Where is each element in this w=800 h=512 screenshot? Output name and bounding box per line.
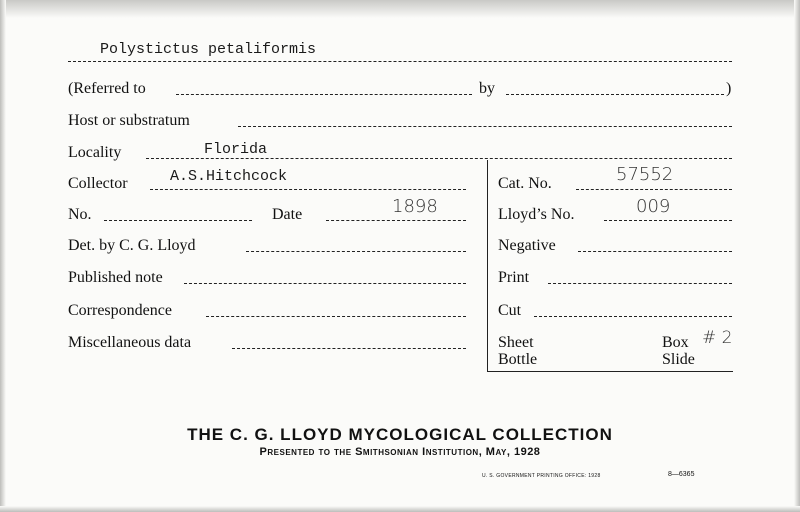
print-line bbox=[548, 283, 732, 284]
date-label: Date bbox=[272, 206, 303, 223]
correspondence-line bbox=[206, 316, 466, 317]
scan-edge-top bbox=[0, 0, 800, 18]
by-line bbox=[506, 94, 724, 95]
locality-line bbox=[146, 158, 732, 159]
box-bottom-border bbox=[487, 371, 733, 372]
close-paren: ) bbox=[726, 80, 732, 97]
collector-value: A.S.Hitchcock bbox=[170, 168, 288, 185]
no-label: No. bbox=[68, 206, 92, 223]
cat-no-value: 57552 bbox=[616, 164, 674, 185]
referred-to-line bbox=[176, 94, 472, 95]
published-label: Published note bbox=[68, 269, 163, 286]
date-line bbox=[326, 220, 466, 221]
host-line bbox=[238, 126, 732, 127]
locality-value: Florida bbox=[204, 141, 268, 158]
det-line bbox=[246, 251, 466, 252]
collector-line bbox=[150, 189, 466, 190]
box-label: Box bbox=[662, 334, 689, 351]
negative-line bbox=[578, 251, 732, 252]
referred-to-label: (Referred to bbox=[68, 80, 146, 97]
cat-no-line bbox=[576, 189, 732, 190]
sheet-label: Sheet bbox=[498, 334, 534, 351]
printing-office-note: U. S. GOVERNMENT PRINTING OFFICE: 1928 bbox=[482, 473, 601, 479]
cut-line bbox=[534, 316, 732, 317]
correspondence-label: Correspondence bbox=[68, 302, 172, 319]
box-left-border bbox=[487, 160, 488, 372]
slide-label: Slide bbox=[662, 351, 695, 368]
collector-label: Collector bbox=[68, 175, 128, 192]
cut-label: Cut bbox=[498, 302, 522, 319]
collection-subtitle: Presented to the Smithsonian Institution, May, 1928 bbox=[259, 446, 541, 458]
species-name: Polystictus petaliformis bbox=[100, 41, 317, 58]
date-value: 1898 bbox=[392, 196, 438, 217]
form-code: 8—6365 bbox=[668, 471, 695, 478]
lloyds-no-line bbox=[604, 220, 732, 221]
host-label: Host or substratum bbox=[68, 112, 190, 129]
box-value: # 2 bbox=[702, 328, 733, 348]
print-label: Print bbox=[498, 269, 530, 286]
no-line bbox=[104, 220, 252, 221]
lloyds-no-value: 009 bbox=[636, 196, 671, 217]
by-label: by bbox=[479, 80, 495, 97]
lloyds-no-label: Lloyd’s No. bbox=[498, 206, 575, 223]
misc-line bbox=[232, 348, 466, 349]
species-line bbox=[68, 61, 732, 62]
collection-title: THE C. G. LLOYD MYCOLOGICAL COLLECTION bbox=[187, 425, 613, 444]
published-line bbox=[184, 283, 466, 284]
bottle-label: Bottle bbox=[498, 351, 538, 368]
misc-label: Miscellaneous data bbox=[68, 334, 192, 351]
negative-label: Negative bbox=[498, 237, 556, 254]
det-label: Det. by C. G. Lloyd bbox=[68, 237, 196, 254]
cat-no-label: Cat. No. bbox=[498, 175, 552, 192]
locality-label: Locality bbox=[68, 144, 122, 161]
scan-edge-bottom bbox=[0, 506, 800, 512]
